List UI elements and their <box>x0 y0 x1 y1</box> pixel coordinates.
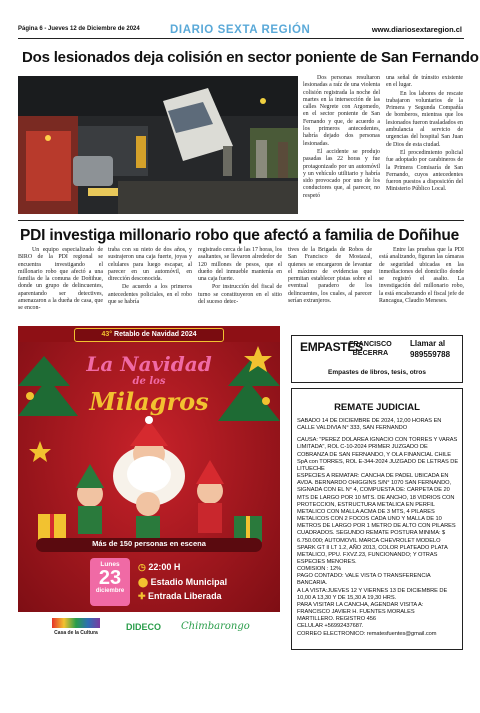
ad-owner-line2: BECERRA <box>352 348 389 357</box>
article1-headline: Dos lesionados deja colisión en sector poniente de San Fernando <box>22 49 479 66</box>
clock-icon: ◷ <box>138 562 149 572</box>
remate-line: PARA VISITAR LA CANCHA, AGENDAR VISITA A: <box>297 601 424 608</box>
ad-contact <box>410 338 450 360</box>
article2-headline: PDI investiga millonario robo que afectó a familia de Doñihue <box>20 227 460 244</box>
remate-line: PAGO CONTADO: VALE VISTA O TRANSFERENCIA BANCARIA. <box>297 573 431 587</box>
poster-title-line1: La Navidad <box>86 352 212 376</box>
poster-date-box <box>90 558 130 606</box>
poster-day-number: 23 <box>98 567 122 589</box>
poster-title-line2: de los <box>132 376 166 387</box>
header-rule <box>18 38 464 39</box>
remate-line: A LA VISTA:JUEVES 12 Y VIERNES 13 DE DICIEMBRE DE 10,00 A 13,30 Y DE 15,30 A 19,30 HRS. <box>297 587 448 601</box>
remate-line: ESPECIES A REMATAR: CANCHA DE PADEL UBICADA EN AVDA. BERNARDO OHIGGINS S/N° 1070 SAN FERNANDO, SIGNADA CON EL N° 4, COMPUESTA DE: CARPETA DE 20 MTS DE LARGO POR 10 MTS. DE ANCHO, 18 VIDRIOS CON PROTECCION, ESTRUCTURA METALICA EN PERFIL METALICO CON MALLA ACMA DE 3 MTS, 4 PILARES METALICOS CON 2 FOCOS CADA UNO Y MALLA DE 10 METROS DE LARGO POR 1 METRO DE ALTO CON PILARES CUADRADOS. SEGUNDO REMATE POSTURA MINIMA: $ 6.750.000; AUTOMOVIL MARCA CHEVROLET MODELO SPARK GT II LT 1.2, AÑO 2013, COLOR PLATEADO PLATA METALICO, PPU. FXVZ.23, FUNCIONANDO; Y OTRAS ESPECIES MENORES. <box>297 473 456 565</box>
casa-cultura-logo <box>52 618 100 636</box>
poster-entry: Entrada Liberada <box>148 591 222 601</box>
judicial-auction-notice <box>291 388 463 650</box>
ad-business-name: EMPASTES <box>300 340 363 354</box>
ad-owner-name <box>349 339 392 357</box>
article1-column-1 <box>303 75 380 201</box>
remate-title: REMATE JUDICIAL <box>334 402 420 413</box>
article2-column-4 <box>288 247 372 306</box>
newspaper-masthead: DIARIO SEXTA REGIÓN <box>170 24 311 36</box>
website-url: www.diariosextaregion.cl <box>371 25 462 34</box>
article2-paragraph: registrado cerca de las 17 horas, los asaltantes, se llevaron alrededor de 120 millones de pesos, que el dueño del inmueble mantenía en una caja fuerte. <box>198 247 282 283</box>
article2-column-3 <box>198 247 282 307</box>
section-rule <box>18 220 464 221</box>
accident-photo <box>18 76 298 214</box>
christmas-event-poster <box>18 326 280 648</box>
remate-line: CAUSA: "PEREZ DOLAREA IGNACIO CON TORRES Y VARAS LIMITADA", ROL C-10-2024 PRIMER JUZGADO DE COBRANZA DE SAN FERNANDO, Y OLA FINANCIAL CHILE SpA con TORRES, ROL E-344-2024 JUZGADO DE LETRAS DE LITUECHE <box>297 437 459 472</box>
remate-line: MARTILLERO. REGISTRO 456 <box>297 616 376 623</box>
poster-banner <box>74 328 224 342</box>
dideco-logo: DIDECO <box>126 622 162 632</box>
logo-casa-cultura-text: Casa de la Cultura <box>54 630 98 636</box>
article1-paragraph: El accidente se produjo pasadas las 22 horas y fue protagonizado por un automóvil y un vehículo utilitario y habría sido provocado por uno de los conductores que, al parecer, no respetó <box>303 148 380 199</box>
ad-phone: 989559788 <box>410 350 451 359</box>
remate-body <box>297 418 459 638</box>
empastes-advertisement <box>291 335 463 383</box>
poster-venue: Estadio Municipal <box>150 576 228 587</box>
ad-call-label: Llamar al <box>410 339 446 348</box>
page-date-line: Página 6 - Jueves 12 de Diciembre de 2024 <box>18 26 140 32</box>
remate-line: SABADO 14 DE DICIEMBRE DE 2024, 12,00 HORAS EN CALLE VALDIVIA N° 333, SAN FERNANDO <box>297 418 442 432</box>
article2-paragraph: De acuerdo a los primeros antecedentes policiales, en el robo que se habría <box>108 284 192 306</box>
article2-paragraph: tives de la Brigada de Robos de San Francisco de Mostazal, quienes se encargaron de levantar el máximo de evidencias que permitan establecer pistas sobre el eventual paradero de los delincuentes, los cuales, al parecer serían extranjeros. <box>288 247 372 305</box>
remate-line: FRANCISCO JAVIER H. FUENTES MORALES <box>297 609 415 616</box>
article1-column-2 <box>386 75 463 195</box>
article2-paragraph: traba con su nieto de dos años, y sustrajeron una caja fuerte, joyas y celulares para luego escapar, al parecer en un automóvil, en dirección desconocida. <box>108 247 192 283</box>
article1-paragraph: El procedimiento policial fue adoptado por carabineros de la Primera Comisaría de San Fernando, cuyos antecedentes fueron puestos a disposición del Ministerio Público Local. <box>386 149 463 193</box>
poster-time: 22:00 H <box>148 562 181 572</box>
article1-paragraph: En los labores de rescate trabajaron voluntarios de la Primera y Segunda Compañía de bomberos, mientras que los lesionados fueron trasladados en ambulancia al servicio de urgencias del hospital San Juan de Dios de esta ciudad. <box>386 90 463 148</box>
article2-paragraph: Entre las pruebas que la PDI está analizando, figuran las cámaras de seguridad ubicadas en las inmediaciones del domicilio donde se registró el asalto. La investigación del millonario robo, la está encabezando el fiscal jefe de Rancagua, Claudio Meneses. <box>379 247 464 305</box>
ad-tagline: Empastes de libros, tesis, otros <box>328 369 426 376</box>
chimbarongo-logo: Chimbarongo <box>181 621 250 632</box>
article2-column-1 <box>18 247 103 314</box>
poster-month: diciembre <box>95 588 125 594</box>
poster-cast-line: Más de 150 personas en escena <box>92 539 206 548</box>
ad-owner-line1: FRANCISCO <box>349 339 392 348</box>
location-pin-icon: ⬤ <box>138 576 151 587</box>
article2-paragraph: Un equipo especializado de BIRO de la PDI regional se encuentra investigando el millonario robo que afectó a una familia de la comuna de Doñihue, donde un grupo de delincuentes, aparentando ser detectives, amenazaron a la dueña de casa, que se encon- <box>18 247 103 312</box>
poster-day-name: Lunes <box>100 561 120 568</box>
article1-paragraph: Dos personas resultaron lesionadas a raíz de una violenta colisión registrada la noche del martes en la intersección de las calles Negrete con Argomedo, en el sector poniente de San Fernando y que, de acuerdo a los primeros antecedentes, habría dejado dos personas lesionadas. <box>303 75 380 147</box>
article2-column-2 <box>108 247 192 307</box>
article2-paragraph: Por instrucción del fiscal de turno se constituyeron en el sitio del suceso detec- <box>198 284 282 306</box>
poster-event-details <box>138 560 227 604</box>
remate-line: CORREO ELECTRONICO: rematesfuentes@gmail.com <box>297 630 437 637</box>
poster-title-line3: Milagros <box>89 387 209 416</box>
remate-line: CELULAR +56992437687. <box>297 623 364 630</box>
poster-edition: 43° <box>101 331 113 338</box>
article1-paragraph: una señal de tránsito existente en el lugar. <box>386 75 463 89</box>
poster-banner-text: Retablo de Navidad 2024 <box>114 331 197 338</box>
remate-line: COMISION : 12% <box>297 566 342 573</box>
article2-column-5 <box>379 247 464 306</box>
ticket-icon: ✚ <box>138 591 149 601</box>
